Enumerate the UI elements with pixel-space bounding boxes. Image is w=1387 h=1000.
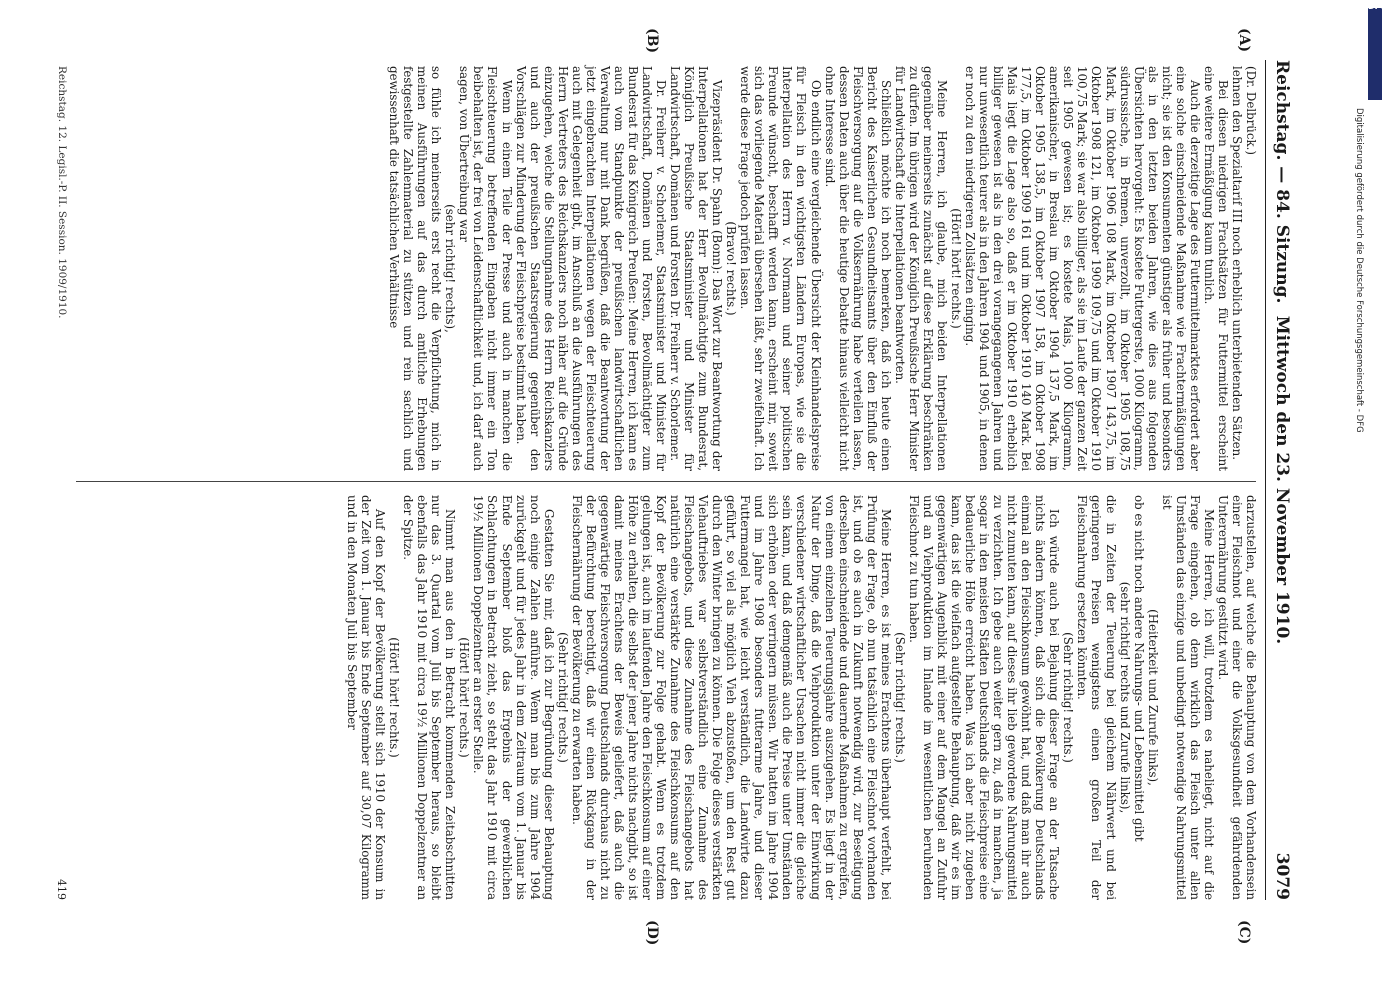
paragraph: darzustellen, auf welche die Behauptung von dem Vorhandensein einer Fleischnot und einer die Volksgesundheit gefährdenden Unterernährung gestützt wird. [1215,495,1258,900]
interjection: (Sehr richtig! rechts.) [892,632,907,763]
header-rule [1265,60,1266,900]
margin-marker-c: (C) [1236,920,1252,945]
paragraph: Auch die derzeitige Lage des Futtermittelmarktes erfordert aber eine solche einschneidende Maßnahme wie Frachtermäßigungen nicht; sie ist den Konsumenten günstiger als früher und besonders als in den letzten beiden Jahren, wie dies aus folgenden Übersichten hervorgeht: Es kostete Futtergerste, 1000 Kilogramm, südrussische, in Bremen, unverzollt, im Oktober 1905 108,75 Mark, im Oktober 1906 108 Mark, im Oktober 1907 143,75, im Oktober 1908 121, im Oktober 1909 109,75 und im Oktober 1910 100,75 Mark; sie war also billiger, als sie im Laufe der ganzen Zeit seit 1905 gewesen ist; es kostete Mais, 1000 Kilogramm, amerikanischer, in Breslau im Oktober 1904 137,5 Mark, im Oktober 1905 138,5, im Oktober 1907 158, im Oktober 1908 177,5, im Oktober 1909 161 und im Oktober 1910 140 Mark. Bei Mais liegt die Lage also so, daß er im Oktober 1910 erheblich billiger gewesen ist als in den drei vorangegangenen Jahren und nur unwesentlich teurer als in den Jahren 1904 und 1905, in denen er noch zu den niedrigeren Zollsätzen einging. [963,66,1202,471]
paragraph: Gestatten Sie mir, daß ich zur Begründung dieser Behauptung noch einige Zahlen anführe. Wenn man bis zum Jahre 1904 zurückgeht und für jedes Jahr in dem Zeitraum vom 1. Januar bis Ende September bloß das Ergebnis der gewerblichen Schlachtungen in Betracht zieht, so steht das Jahr 1910 mit circa 19½ Millionen Doppelzentner an erster Stelle. [471,495,556,900]
margin-marker-b: (B) [644,28,660,54]
interjection: (Bravo! rechts.) [724,221,739,316]
paragraph: Meine Herren, ich will, trotzdem es naheliegt, nicht auf die Frage eingehen, ob denn wirklich das Fleisch unter allen Umständen das einzige und unbedingt notwendige Nahrungsmittel ist [1159,495,1216,900]
interjection: (Hört! hört! rechts.) [457,637,472,758]
speaker-tag: (Dr. Delbrück.) [1244,66,1258,156]
footer-left: Reichstag. 12. Legisl.-P. II. Session. 1909/1910. [56,66,68,319]
paragraph: ob es nicht noch andere Nahrungs- und Lebensmittel gibt [1131,495,1146,842]
interjection: (Hört! hört! rechts.) [949,208,964,329]
paragraph: Wenn in einem Teile der Presse und auch in manchen die Fleischteuerung betreffenden Eingaben nicht immer ein Ton beibehalten ist, der frei von Leidenschaftlichkeit und, ich darf auch sagen, von Übertreibung war [457,66,514,471]
margin-marker-d: (D) [644,920,660,946]
interjection: (sehr richtig! rechts und Zurufe links), [1117,581,1132,814]
digitization-credit: Digitalisierung gefördert durch die Deutsche Forschungsgemeinschaft - DFG [1354,108,1364,433]
right-column [58,495,1258,900]
header-left: Reichstag. — 84. Sitzung. [1272,60,1292,304]
paragraph: Meine Herren, ich glaube, mich beiden Interpellationen gegenüber meinerseits zunächst auf diese Erklärung beschränken zu dürfen. Im übrigen wird der Königlich Preußische Herr Minister für Landwirtschaft die Interpellationen beantworten. [892,66,949,471]
paragraph: Nimmt man aus den in Betracht kommenden Zeitabschnitten nur das 3. Quartal vom Juli bis September heraus, so bleibt ebenfalls das Jahr 1910 mit circa 19½ Millionen Doppelzentner an der Spitze. [401,495,458,900]
interjection: (sehr richtig! rechts), [443,204,458,333]
dfg-logo-label: DFG [1368,2,1387,11]
paragraph: so fühle ich meinerseits erst recht die Verpflichtung, mich in meinen Ausführungen auf das durch amtliche Erhebungen festgestellte Zahlenmaterial zu stützen und rein sachlich und gewissenhaft die tatsächlichen Verhältnisse [387,66,444,471]
paragraph: Schließlich möchte ich noch bemerken, daß ich heute einen Bericht des Kaiserlichen Gesundheitsamts über den Einfluß der Fleischversorgung auf die Volksernährung habe verteilen lassen, dessen Daten auch über die heutige Debatte hinaus vielleicht nicht ohne Interesse sind. [822,66,893,471]
margin-marker-a: (A) [1236,28,1252,53]
footer-page-number: 419 [55,879,68,900]
paragraph: Bei diesen niedrigen Frachtsätzen für Futtermittel erscheint eine weitere Ermäßigung kaum tunlich. [1201,66,1230,471]
paragraph: Ob endlich eine vergleichende Übersicht der Kleinhandelspreise für Fleisch in den wichtigsten Ländern Europas, wie sie die Interpellation des Herrn v. Normann und seiner politischen Freunde wünscht, beschafft werden kann, erscheint mir, soweit sich das vorliegende Material übersehen läßt, sehr zweifelhaft. Ich werde diese Frage jedoch prüfen lassen. [738,66,823,471]
paragraph: Ich würde auch bei Bejahung dieser Frage an der Tatsache nichts ändern können, daß sich die Bevölkerung Deutschlands einmal an den Fleischkonsum gewöhnt hat, und daß man ihr auch nicht zumuten kann, auf dieses ihr lieb gewordene Nahrungsmittel zu verzichten. Ich gebe auch weiter gern zu, daß in manchen, ja sogar in den meisten Städten Deutschlands die Fleischpreise eine bedauerliche Höhe erreicht haben. Was ich aber nicht zugeben kann, das ist die vielfach aufgestellte Behauptung, daß wir es im gegenwärtigen Augenblick mit einer auf dem Mangel an Zufuhr und an Viehproduktion im Inlande im wesentlichen beruhenden Fleischnot zu tun haben. [906,495,1062,900]
page-header [1266,60,1292,900]
interjection: (Heiterkeit und Zurufe links), [1145,609,1160,786]
dfg-logo [1368,8,1382,100]
interjection: (Sehr richtig! rechts.) [555,632,570,763]
interjection: (Sehr richtig! rechts.) [1061,632,1076,763]
column-divider [76,481,1256,482]
paragraph: Vizepräsident Dr. Spahn (Bonn): Das Wort zur Beantwortung der Interpellationen hat der Herr Bevollmächtigte zum Bundesrat, Königlich Preußische Staatsminister und Minister für Landwirtschaft, Domänen und Forsten Dr. Freiherr v. Schorlemer. [668,66,725,471]
paragraph: Meine Herren, es ist meines Erachtens überhaupt verfehlt, bei Prüfung der Frage, ob nun tatsächlich eine Fleischnot vorhanden ist, und ob es auch in Zukunft notwendig wird, zur Beseitigung derselben einschneidende und dauernde Maßnahmen zu ergreifen, von einem einzelnen Teuerungsjahre auszugehen. Es liegt in der Natur der Dinge, daß die Viehproduktion unter der Einwirkung verschiedener wirtschaftlicher Ursachen nicht immer die gleiche sein kann, und daß demgemäß auch die Preise unter Umständen sich erhöhen oder verringern müssen. Wir hatten im Jahre 1904 und im Jahre 1908 besonders futterarme Jahre, und dieser Futtermangel hat, wie leicht verständlich, die Landwirte dazu geführt, so viel als möglich Vieh abzustoßen, um den Rest gut durch den Winter bringen zu können. Die Folge dieses verstärkten Viehauftriebes war selbstverständlich eine Zunahme des Fleischangebots, und diese Zunahme des Fleischangebots hat natürlich eine verstärkte Zunahme des Fleischkonsums auf den Kopf der Bevölkerung zur Folge gehabt. Wenn es trotzdem gelungen ist, auch im laufenden Jahre den Fleischkonsum auf einer Höhe zu erhalten, die selbst der jener Jahre nichts nachgibt, so ist damit meines Erachtens der Beweis geliefert, daß auch die gegenwärtige Fleischversorgung Deutschlands durchaus nicht zu der Befürchtung berechtigt, daß wir einen Rückgang in der Fleischernährung der Bevölkerung zu erwarten haben. [569,495,893,900]
paragraph: Auf den Kopf der Bevölkerung stellt sich 1910 der Konsum in der Zeit vom 1. Januar bis Ende September auf 30,07 Kilogramm und in den Monaten Juli bis September [345,495,388,900]
paragraph: Dr. Freiherr v. Schorlemer, Staatsminister und Minister für Landwirtschaft, Domänen und Forsten, Bevollmächtigter zum Bundesrat für das Königreich Preußen: Meine Herren, ich kann es auch vom Standpunkte der preußischen landwirtschaftlichen Verwaltung nur mit Dank begrüßen, daß die Beantwortung der jetzt eingebrachten Interpellationen wegen der Fleischteuerung auch mit Gelegenheit gibt, im Anschluß an die Ausführungen des Herrn Vertreters des Reichskanzlers noch näher auf die Gründe einzugehen, welche die Stellungnahme des Herrn Reichskanzlers und auch der preußischen Staatsregierung gegenüber den Vorschlägen zur Minderung der Fleischpreise bestimmt haben. [513,66,669,471]
left-column [58,66,1258,471]
paragraph: lehnen den Spezialtarif III noch erheblich unterbietenden Sätzen. [1229,66,1244,460]
header-center: Mittwoch den 23. November 1910. [1272,315,1292,645]
page-number: 3079 [1272,852,1292,900]
interjection: (Hört! hört! rechts.) [387,637,402,758]
paragraph: die in Zeiten der Teuerung bei gleichem Nährwert und bei geringeren Preisen wenigstens einen großen Teil der Fleischnahrung ersetzen könnten. [1075,495,1118,900]
